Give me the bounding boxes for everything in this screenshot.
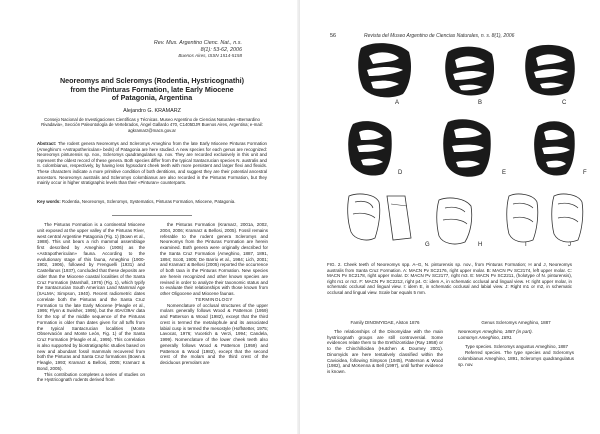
body-paragraph: the Pinturas Formation (Kramarz, 2001a, 2002, 2004, 2006; Kramarz & Bellosi, 2005). Fossil remains referable to the rodent genera Scleromys and Neoreomys from the Pinturas Formation are herein examined. Both genera were originally described for the Santa Cruz Formation (Ameghino, 1887, 1891, 1894; Scott, 1905; De Barrio et al., 1984; Lich, 2001; and Kramarz & Bellosi (2005) reported the occurrence of both taxa in the Pinturas Formation. New species are herein recognized and other known species are revised in order to analyze their taxonomic status and to evaluate their relationships with those known from other Oligocene and Miocene faunas. xyxy=(160,222,268,296)
tooth-figure-f xyxy=(532,118,578,178)
referred-species: Referred species. The type species and Scleromys colombianus Ameghino, 1891, Scleromys quadrangulatus sp. nov. xyxy=(458,350,574,367)
tooth-figure-d xyxy=(345,118,395,178)
figure-letter-h: H xyxy=(478,242,483,248)
tooth-figure-e xyxy=(440,116,494,180)
family-heading: Family DINOMYIDAE, Alston 1876 xyxy=(350,320,420,325)
synonym-line: Lomomys Ameghino, 1891. xyxy=(458,334,513,340)
body-column-right xyxy=(160,222,268,366)
keywords-text: Rodentia, Neoreomys, Scleromys, Systematics, Pinturas Formation, Miocene, Patagonia. xyxy=(61,199,236,204)
tooth-figure-b xyxy=(443,42,497,98)
journal-citation: Rev. Mus. Argentino Cienc. Nat., n.s. 8(1): 53-62, 2006 Buenos Aires, ISSN 1514-5158 xyxy=(153,40,242,59)
type-species: Type species. Scleromys angustus Ameghino, 1887 xyxy=(465,344,569,350)
author-name: Alejandro G. KRAMARZ xyxy=(123,108,181,114)
abstract xyxy=(37,141,267,186)
body-paragraph: This contribution completes a series of studies on the Hystricognath rodents derived from xyxy=(37,371,145,383)
right-page xyxy=(300,0,600,434)
author-affiliation: Consejo Nacional de Investigaciones Científicas y Técnicas. Museo Argentino de Ciencias Naturales «Bernardino Rivadavia», Sección Paleontología de Vertebrados, Ángel Gallardo 470, C1405DJR Buenos Aires, Argentina; e-mail: agkramarz@macn.gov.ar xyxy=(41,117,263,133)
keywords-label: Key words: xyxy=(37,199,61,204)
tooth-figure-c xyxy=(522,40,578,98)
page-number: 56 xyxy=(330,33,336,39)
running-header: Revista del Museo Argentino de Ciencias Naturales, n. s. 8(1), 2006 xyxy=(364,33,515,39)
abstract-label: Abstract: xyxy=(37,141,57,146)
figure-caption: FIG. 2. Cheek teeth of Neoreomys spp. A–G, N. pinturensis sp. nov., from Pinturas Formation; H and J, Neoreomys australis from Santa Cruz Formation. A: MACN Pv SC2176, right upper molar. B: MACN Pv SC2174, left upper molar. C: MACN Pv SC2178, right upper molar. D: MACN Pv SC2177, right m3. E: MACN Pv SC2211, (holotype of N. pinturensis), right m1 or m2. F: MACN Pv SC2212, right p4. G: idem A, in schematic occlusal and lingual view. H: right upper molar, in schematic occlusal and lingual view. I: idem E, in schematic occlusal and labial view. J: Right m1 or m2, in schematic occlusal and lingual view. Scale bar equals 5 mm. xyxy=(327,262,572,295)
schematic-figure-g xyxy=(345,192,417,244)
schematic-figure-h xyxy=(435,196,477,248)
figure-letter-i: I xyxy=(525,242,527,248)
abstract-text: The rodent genera Neoreomys and Scleromys Ameghino from the late Early Miocene Pinturas Formation (Ameghino's «Astrapothericulan» beds) of Patagonia are here studied. A new species for each genus are recognized: Neoreomys pinturensis sp. nov., Scleromys quadrangulatus sp. nov. They are recorded exclusively in this unit and represent the oldest record of these genera. Both species differ from the typical Santacrucian species N. australis and S. colombianus, respectively, by having less hypsodont cheek teeth with more persistent and larger flexi and flexids. These characters indicate a more primitive condition of both dentitions, and suggest they are their potential ancestral ancestors. Neoreomys australis and Scleromys colombianus are also recorded in the Pinturas Formation, but they mainly occur in higher stratigraphic levels than their «Pinturan» counterparts. xyxy=(37,141,268,186)
body-column-right xyxy=(458,320,574,367)
genus-heading: Genus Scleromys Ameghino, 1887 xyxy=(481,320,551,325)
schematic-figure-i xyxy=(505,192,543,246)
paper-title: Neoreomys and Scleromys (Rodentia, Hystricognathi) from the Pinturas Formation, late Early Miocene of Patagonia, Argentina xyxy=(59,76,245,103)
figure-letter-c: C xyxy=(562,100,567,106)
body-paragraph: The relationships of the Dinomyidae with the main hystricognath groups are still controversial. Some evidences relate them to the Erethizontidae (Ray 1958) or to the Chinchilloidea (Hutchen & Dourney 2001). Dinomyids are here tentatively classified within the Cavioidea, following Simpson (1945), Patterson & Wood (1982), and McKenna & Bell (1997), until further evidence is known. xyxy=(327,328,443,374)
body-column-left xyxy=(37,222,145,383)
figure-letter-d: D xyxy=(398,170,403,176)
keywords xyxy=(37,199,267,204)
body-paragraph: The Pinturas Formation is a continental Miocene unit exposed at the upper valley of the Pinturas River, west central Argentine Patagonia (Fig. 1) (Bown et al., 1988). This unit bears a rich mammal assemblage first described by Ameghino (1906) as the «Astrapothericulan» fauna. According to the evolutionary stage of this fauna, Ameghino (1900-1902, 1906), followed by Frenguelli (1931) and Castellanos (1937), concluded that these deposits are older than the Miocene coastal localities of the Santa Cruz Formation (Marshall, 1976) (Fig. 1), which typify the Santacrucian South American Land Mammal Age (SALMA; Simpson, 1940). Recent radiometric dates correlate both the Pinturas and the Santa Cruz Formation to the late Early Miocene (Fleagle et al., 1995; Flynn & Swisher, 1995), but the 40Ar/39Ar data for the top of the middle sequence of the Pinturas Formation is older than dates given for all tuffs from the typical Santacrucian localities (Monte Observación and Monte León, Fig. 1) of the Santa Cruz Formation (Fleagle et al., 1995). This correlation is also supported by biostratigraphic studies based on new and abundant fossil mammals recovered from both the Pinturas and Santa Cruz formations (Bown & Fleagle, 1993; Kramarz & Bellosi, 2005; Kramarz & Bond, 2005). xyxy=(37,222,145,371)
figure-letter-j: J xyxy=(568,242,571,248)
figure-letter-b: B xyxy=(478,100,483,106)
figure-letter-f: F xyxy=(583,170,587,176)
synonym-line: Neoreomys Ameghino, 1887 (in part). xyxy=(458,328,533,334)
tooth-figure-a xyxy=(355,40,415,100)
body-paragraph: Nomenclature of occlusal structures of the upper molars generally follows Wood & Patterson (1959) and Patterson & Wood (1982), except that the third crest is termed the metalophule and its associated labial cusp is termed the mesostyle (Hoffstetter, 1975; Lavocat, 1976; Vucetich & Verzi, 1994; Candela, 1999). Nomenclature of the lower cheek teeth also generally follows Wood & Patterson (1959) and Patterson & Wood (1982), except that the second crest of the molars and the third crest of the deciduous premolars are xyxy=(160,302,268,365)
figure-letter-g: G xyxy=(425,242,430,248)
section-divider xyxy=(112,215,192,216)
body-column-left xyxy=(327,320,443,375)
figure-letter-e: E xyxy=(502,170,507,176)
section-heading-terminology: TERMINOLOGY xyxy=(195,296,233,302)
figure-letter-a: A xyxy=(395,100,400,106)
schematic-figure-j xyxy=(550,192,588,246)
